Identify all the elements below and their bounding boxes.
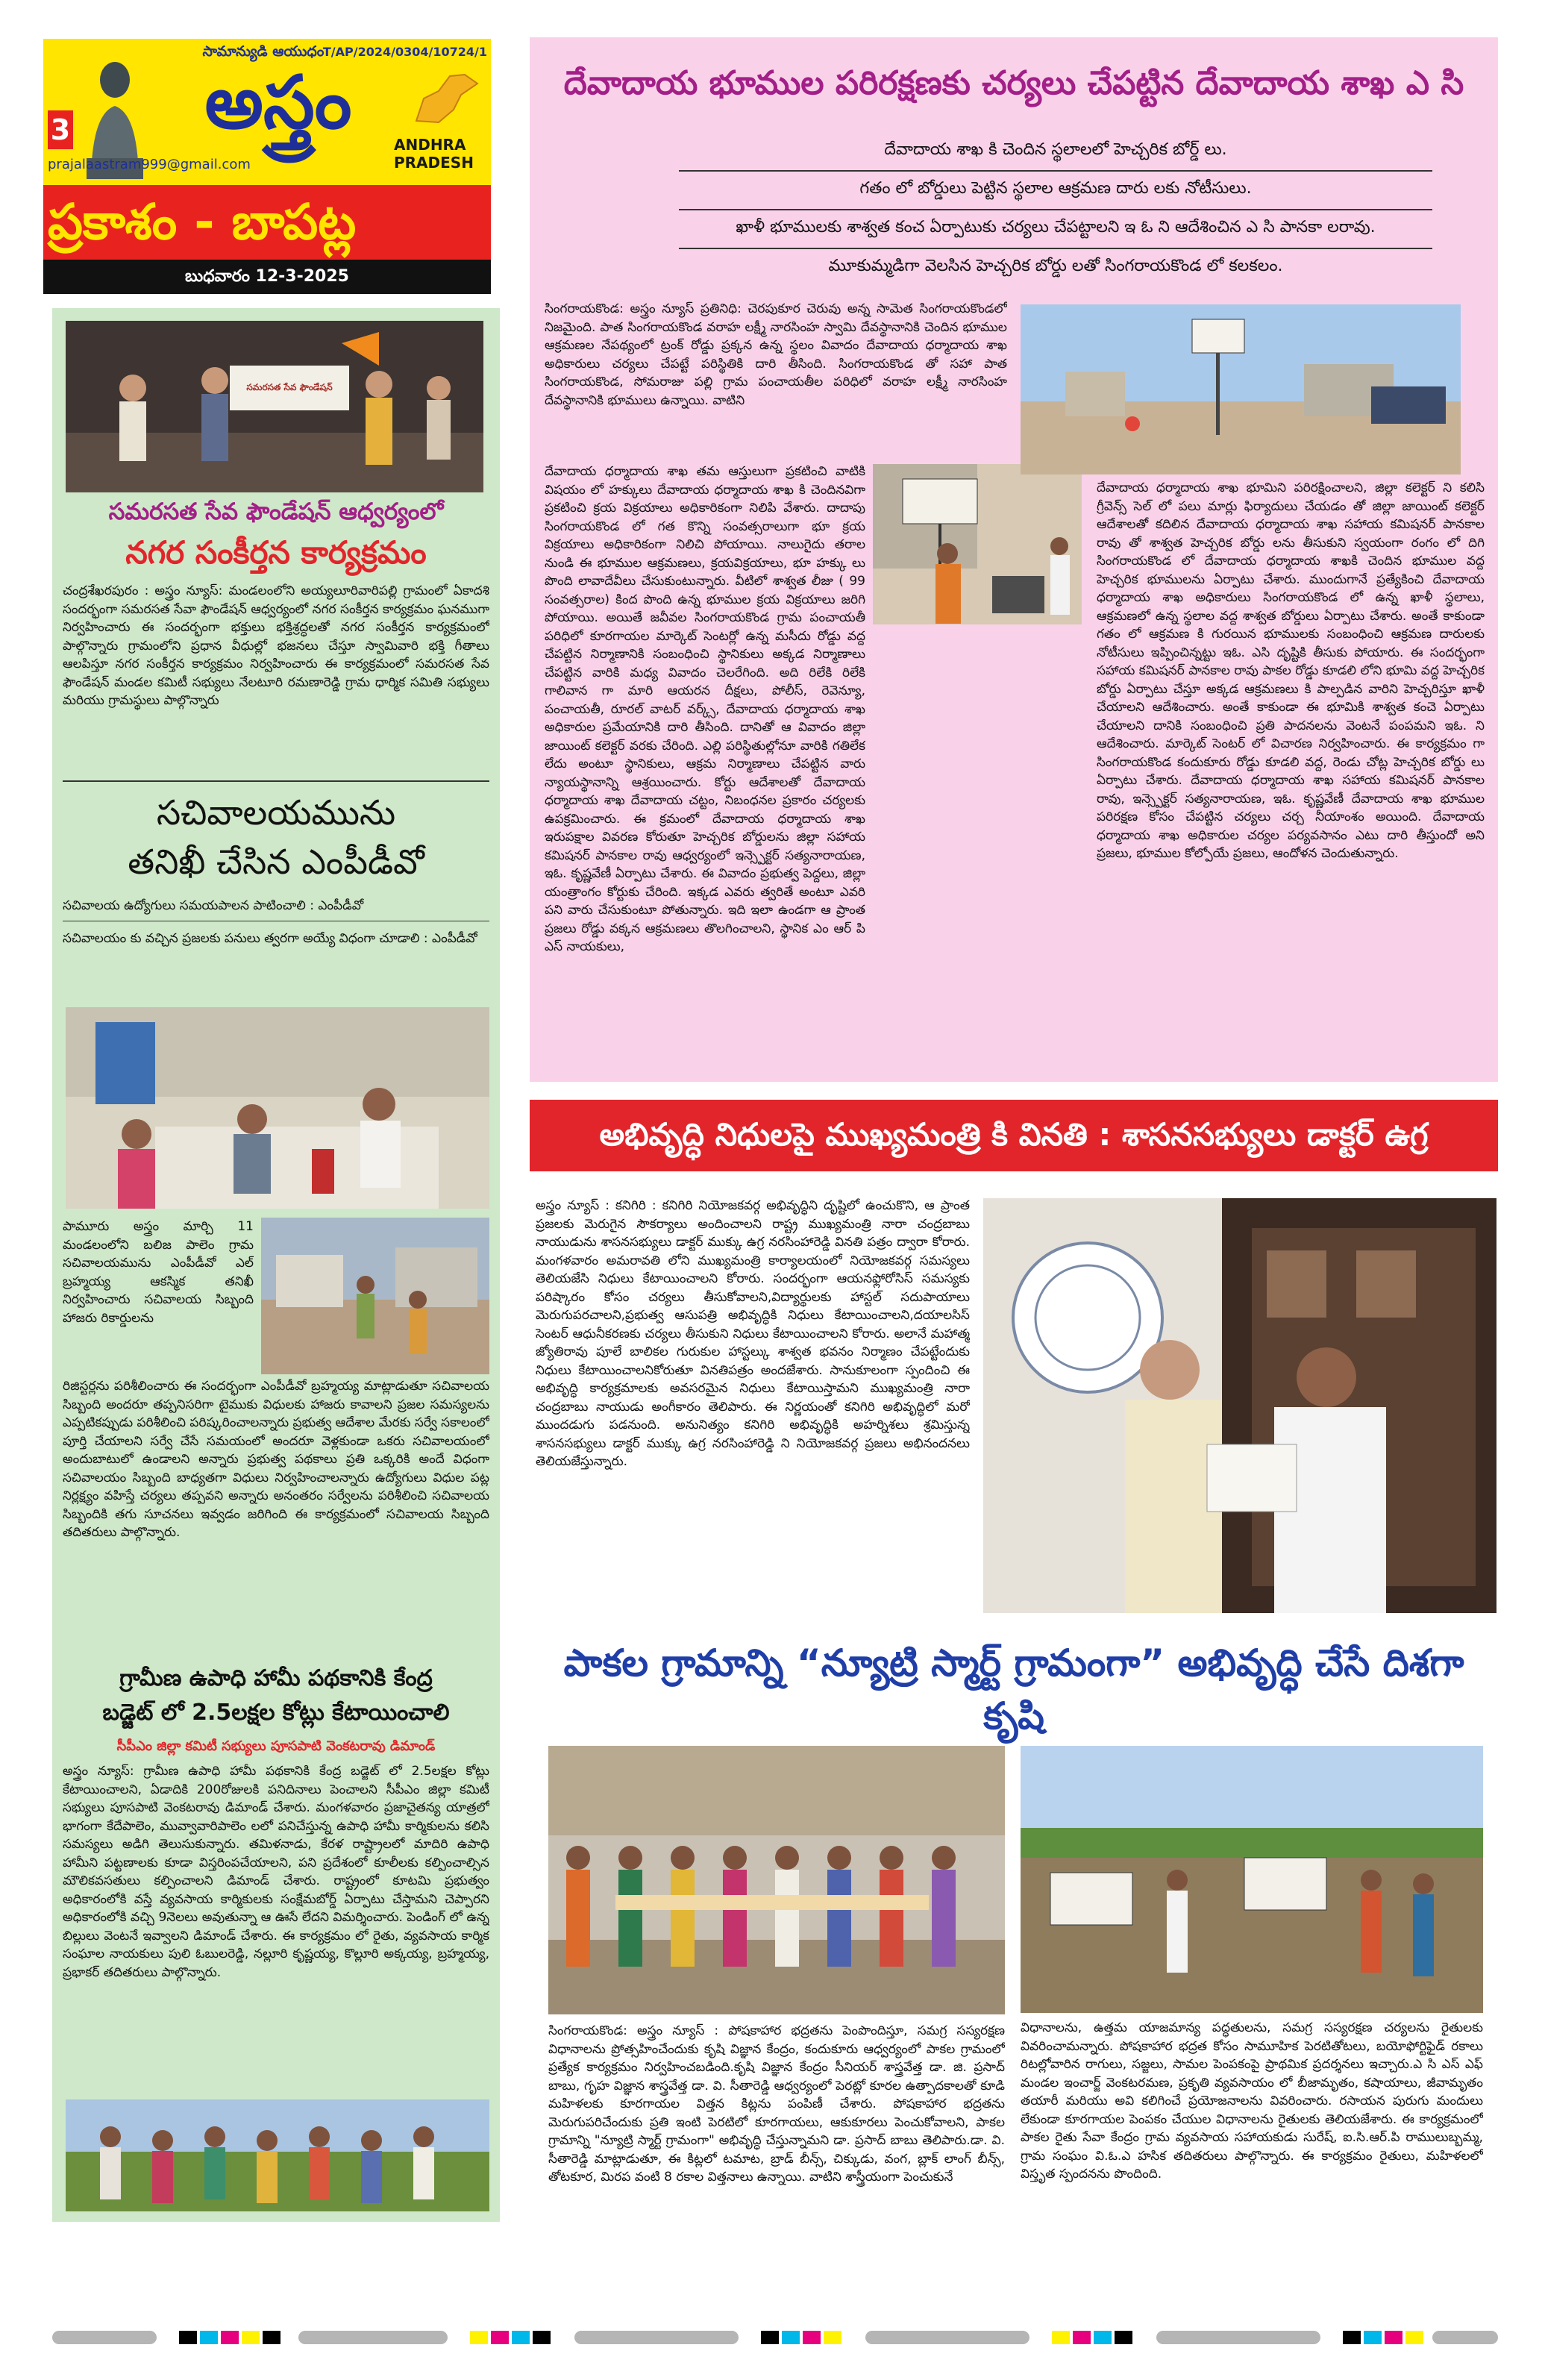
- sankirtana-photo: [66, 321, 483, 492]
- story2-headline-1: సచివాలయమును: [156, 792, 396, 833]
- nrega-workers-photo: [66, 2099, 489, 2211]
- bottom-story-col2: విధానాలను, ఉత్తమ యాజమాన్య పద్ధతులను, సమగ్ర సస్యరక్షణ చర్యలను రైతులకు వివరించామన్నారు. పోషకాహార భద్రత కోసం సామూహిక పెరటితోటలు, బయోఫోర్టిఫైడ్ రకాలు రిటల్లోవారిన రాగులు, సజ్జలు, సామల పెంపకంపై ప్రాథమిక ప్రదర్శనలు ఇచ్చారు.ఎ సి ఎస్ ఎఫ్ మండల ఇంచార్జ్ వెంకటరమణ, ప్రకృతి వ్యవసాయం లో బీజామృతం, కషాయాలు, జీవామృతం తయారీ మరియు అవి కలిగించే ప్రయోజనాలను వివరించారు. రసాయన పురుగు మందులు లేకుండా కూరగాయల పెంపకం చేయుల విధానాలను రైతులకు తెలియజేశారు. ఈ కార్యక్రమంలో పాకల రైతు సేవా కేంద్రం గ్రామ వ్యవసాయ సహాయకుడు సురేష్, ఐ.సి.ఆర్.పి రాములుబ్బమ్మ, గ్రామ సంఘం వి.ఓ.ఎ హసిక తదితరులు పాల్గొన్నారు. ఈ కార్యక్రమం రైతులు, మహిళలలో విస్తృత స్పందనను పొందింది.: [1021, 2020, 1483, 2182]
- masthead-reg-no: T/AP/2024/0304/10724/1: [322, 45, 487, 59]
- story1-headline-1: సమరసత సేవ ఫౌండేషన్ ఆధ్వర్యంలో: [108, 498, 444, 525]
- board-with-woman-photo: [873, 464, 1082, 624]
- field-demo-photo: [1021, 1746, 1483, 2013]
- bottom-story-headline: పాకల గ్రామాన్ని “న్యూట్రి స్మార్ట్ గ్రామంగా” అభివృద్ధి చేసే దిశగా కృషి: [563, 1641, 1464, 1738]
- story3-headline-2: బడ్జెట్ లో 2.5లక్షల కోట్లు కేటాయించాలి: [102, 1700, 450, 1726]
- mid-story-body: అస్త్రం న్యూస్ : కనిగిరి : కనిగిరి నియోజకవర్గ అభివృద్ధిని దృష్టిలో ఉంచుకొని, ఆ ప్రాంత ప్రజలకు మెరుగైన సౌకర్యాలు అందించాలని రాష్ట్ర ముఖ్యమంత్రి నారా చంద్రబాబు నాయుడును శాసనసభ్యులు డాక్టర్ ముక్కు ఉగ్ర నరసింహారెడ్డి వినతి పత్రం ద్వారా కోరారు. మంగళవారం అమరావతి లోని ముఖ్యమంత్రి కార్యాలయంలో నియోజకవర్గ సమస్యలు తెలియజేసి నిధులు కేటాయించాలని కోరారు. సందర్భంగా ఆయనఫ్లోరోసిస్ సమస్యకు పరిష్కారం కోసం చర్యలు తీసుకోవాలని,విద్యార్థులకు హాస్టల్ సదుపాయాలు మెరుగుపరచాలని,ప్రభుత్వ ఆసుపత్రి అభివృద్ధికి నిధులు కేటాయించాలని,దయాలసిస్ సెంటర్ ఆధునీకరణకు చర్యలు తీసుకుని నిధులు కేటాయించాలని కోరారు. అలానే మహాత్మ జ్యోతిరావు పూలే బాలికల గురుకుల హాస్టల్కు శాశ్వత భవనం నిర్మాణం చేపట్టేందుకు నిధులు కేటాయించాలనికోరుతూ వినతిపత్రం అందజేశారు. సానుకూలంగా స్పందించి ఈ అభివృద్ధి కార్యక్రమాలకు అవసరమైన నిధులు కేటాయిస్తామని ముఖ్యమంత్రి నారా చంద్రబాబు నాయుడు అంగీకారం తెలిపారు. ఈ నిర్ణయంతో కనిగిరి అభివృద్ధిలో మరో ముందడుగు పడనుంది. అనునిత్యం కనిగిరి అభివృద్ధికి అహర్నిశలు శ్రమిస్తున్న శాసనసభ్యులు డాక్టర్ ముక్కు ఉగ్ర నరసింహారెడ్డి ని నియోజకవర్గ ప్రజలు అభినందనలు తెలియజేస్తున్నారు.: [536, 1198, 970, 1469]
- top-story-col1-bottom-left: దేవాదాయ ధర్మాదాయ శాఖ తమ ఆస్తులుగా ప్రకటించి వాటికి విషయం లో హక్కులు దేవాదాయ ధర్మాదాయ శాఖ కి చెందినవిగా ప్రకటించి క్రయ విక్రయాలు అధికారికంగా నిలిపి వేశారు. దాదాపు సింగరాయకొండ లో గత కొన్ని సంవత్సరాలుగా భూ క్రయ విక్రయాలు అధికారికంగా నిలిచి పోయాయి. నాలుగైదు తరాల నుండి ఈ భూముల ఆక్రమణలు, క్రయవిక్రయాలు, భూ హక్కు లు పొంది లావాదేవీలు చేసుకుంటున్నారు. వీటిలో శాశ్వత లీజు ( 99 సంవత్సరాల) కింద పొంది ఉన్న భూముల క్రయ విక్రయాలు జరిగి పోయాయి. అయితే జవీవల సింగరాయకొండ గ్రామ పంచాయతీ పరిధిలో కూరగాయల మార్కెట్ సెంటర్లో ఉన్న మసీదు రోడ్డు వద్ద చేపట్టిన నిర్మాణానికి సంబంధించి స్థానికులు అక్కడ నిర్మాణాలు చేపట్టిన వారికి మధ్య వివాదం చెలరేగింది. అది రిలేకి రిలేకి గాలివాన గా మారి ఆయరన దీక్షలు, పోలీస్, రెవెన్యూ, పంచాయతీ, రూరల్ వాటర్ వర్క్స్, దేవాదాయ ధర్మాదాయ శాఖ అధికారుల ప్రమేయానికి దారి తీసింది. దానితో ఆ వివాదం జిల్లా జాయింట్ కలెక్టర్ వరకు చేరింది. ఎల్లి పరిస్థితుల్లోనూ వారికి గతిలేక లేదు అంటూ స్థానికులు, ఆక్రమ నిర్మాణాలు చేపట్టిన వారు న్యాయస్థానాన్ని ఆశ్రయించారు. కోర్టు ఆదేశాలతో దేవాదాయ ధర్మాదాయ శాఖ దేవాదాయ చట్టం, నిబంధనల ప్రకారం చర్యలకు ఉపక్రమించారు. ఈ క్రమంలో దేవాదాయ ధర్మాదాయ శాఖ ఇరుపక్షాల వివరణ కోరుతూ హెచ్చరిక బోర్డులను జిల్లా సహాయ కమిషనర్ పానకాల రావు ఆధ్వర్యంలో ఇన్స్పెక్టర్ సత్యనారాయణ, ఇఓ. కృష్ణవేణీ ఏర్పాటు చేశారు. ఈ వివాదం ప్రభుత్వ పెద్దలు, జిల్లా యంత్రాంగం కోర్టుకు చేరింది. ఇక్కడ ఎవరు త్వరితే అంటూ ఎవరి పని వారు చేసుకుంటూ పోతున్నారు. ఇది ఇలా ఉండగా ఆ ప్రాంత ప్రజలు రోడ్డు వక్కన ఆక్రమణలు తొలగించాలని, స్థానిక ఎం ఆర్ పి ఎస్ నాయకులు,: [545, 464, 865, 954]
- mpdo-office-photo: [66, 1007, 489, 1209]
- sankirtana-banner-text: సమరసత సేవ ఫౌండేషన్: [246, 382, 333, 392]
- masthead-email: prajalaastram999@gmail.com: [48, 157, 251, 172]
- edition-date: బుధవారం 12-3-2025: [185, 267, 349, 286]
- story2-body: రిజిస్టర్లను పరిశీలించారు ఈ సందర్భంగా ఎంపీడీవో బ్రహ్మయ్య మాట్లాడుతూ సచివాలయ సిబ్బంది అందరూ తప్పనిసరిగా టైముకు విధులకు హాజరు కావాలని ప్రజల సమస్యలను ఎప్పటికప్పుడు పరిశీలించి పరిష్కరించాలన్నారు ప్రభుత్వ ఆదేశాల మేరకు సర్వే సకాలంలో పూర్తి చేయాలని సర్వే చేసే సమయంలో అందరూ వెళ్లకుండా ఒకరు సచివాలయంలో అందుబాటులో ఉండాలని అన్నారు ప్రభుత్వ పథకాలు ప్రతి ఒక్కరికి అందే విధంగా సచివాలయం సిబ్బంది బాధ్యతగా విధులు నిర్వహించాలన్నారు ఉద్యోగులు విధుల పట్ల నిర్లక్ష్యం వహిస్తే చర్యలు తప్పవని అన్నారు అనంతరం సర్వేలను పరిశీలించి సచివాలయ సిబ్బందికి తగు సూచనలు ఇవ్వడం జరిగింది ఈ కార్యక్రమంలో సచివాలయ సిబ్బంది తదితరులు పాల్గొన్నారు.: [63, 1379, 489, 1540]
- story1-headline-2: నగర సంకీర్తన కార్యక్రమం: [125, 534, 427, 571]
- seed-kit-distribution-photo: [548, 1746, 1005, 2014]
- story2-divider: [63, 780, 489, 782]
- story2-sub1: సచివాలయ ఉద్యోగులు సమయపాలన పాటించాలి : ఎంపీడీవో: [63, 898, 364, 913]
- page-number: 3: [48, 110, 73, 149]
- story3-subhead: సీపీఎం జిల్లా కమిటీ సభ్యులు పూసపాటి వెంకటరావు డిమాండ్: [116, 1738, 436, 1754]
- bottom-story-col1: సింగరాయకొండ: అస్త్రం న్యూస్ : పోషకాహార భద్రతను పెంపొందిస్తూ, సమగ్ర సస్యరక్షణ విధానాలను ప్రోత్సహించేందుకు కృషి విజ్ఞాన కేంద్రం, కందుకూరు ఆధ్వర్యంలో పాకల గ్రామంలో ప్రత్యేక కార్యక్రమం నిర్వహించబడింది.కృషి విజ్ఞాన కేంద్రం సీనియర్ శాస్త్రవేత్త డా. జి. ప్రసాద్ బాబు, గృహ విజ్ఞాన శాస్త్రవేత్త డా. వి. సీతారెడ్డి ఆధ్వర్యంలో పెరట్లో కూరల ఉత్పాదకాలతో కూడి మహిళలకు కూరగాయల విత్తన కిట్లను పంపిణీ చేశారు. పోషకాహార భద్రతను మెరుగుపరిచేందుకు ప్రతి ఇంటి పెరటిలో కూరగాయలు, ఆకుకూరలు పెంచుకోవాలని, పాకల గ్రామాన్ని "న్యూట్రి స్మార్ట్ గ్రామంగా" అభివృద్ధి చేస్తున్నామని డా. ప్రసాద్ బాబు తెలిపారు.డా. వి. సీతారెడ్డి మాట్లాడుతూ, ఈ కిట్లలో టమాట, బ్రాడ్ బీన్స్, చిక్కుడు, వంగ, బ్లాక్ లాంగ్ బీన్స్, తోటకూర, మిరప వంటి 8 రకాల విత్తనాలు ఉన్నాయి. వాటిని శాస్త్రీయంగా పెంచుకునే: [548, 2023, 1005, 2185]
- edition-title: ప్రకాశం - బాపట్ల: [48, 193, 357, 251]
- top-story-headline: దేవాదాయ భూముల పరిరక్షణకు చర్యలు చేపట్టిన దేవాదాయ శాఖ ఎ సి: [563, 64, 1464, 102]
- masthead-logo: అస్త్రం: [204, 60, 352, 145]
- bullet-0: దేవాదాయ శాఖ కి చెందిన స్థలాలలో హెచ్చరిక బోర్డ్ లు.: [679, 133, 1432, 172]
- story2-body-top: పామూరు అస్త్రం మార్చి 11 మండలంలోని బలిజ పాలెం గ్రామ సచివాలయమును ఎంపీడీవో ఎల్ బ్రహ్మయ్య ఆకస్మిక తనిఖీ నిర్వహించారు సచివాలయ సిబ్బంది హాజరు రికార్డులను: [63, 1219, 254, 1326]
- bullet-1: గతం లో బోర్డులు పెట్టిన స్థలాల ఆక్రమణ దారు లకు నోటీసులు.: [679, 172, 1432, 210]
- story3-headline-1: గ్రామీణ ఉపాధి హామీ పథకానికి కేంద్ర: [119, 1665, 433, 1691]
- story1-body: చంద్రశేఖరపురం : అస్త్రం న్యూస్: మండలంలోని అయ్యలూరివారిపల్లి గ్రామంలో ఏకాదశి సందర్భంగా సమరసత సేవా ఫౌండేషన్ ఆధ్వర్యంలో నగర సంకీర్తన కార్యక్రమం ఘనముగా నిర్వహించారు ఈ సందర్భంగా భక్తులు భక్తిశ్రద్ధలతో నగర సంకీర్తన కార్యక్రమంలో పాల్గొన్నారు గ్రామంలోని ప్రధాన వీధుల్లో భజనలు చేస్తూ స్వామివారి భక్తి గీతాలు ఆలపిస్తూ నగర సంకీర్తన కార్యక్రమం నిర్వహించారు ఈ కార్యక్రమంలో సమరసత సేవ ఫౌండేషన్ మండల కమిటీ సభ్యులు నేలటూరి రమణారెడ్డి గ్రామ ధార్మిక సమితి సభ్యులు మరియు గ్రామస్థులు పాల్గొన్నారు: [63, 583, 489, 708]
- top-story-bullets: [679, 133, 1432, 286]
- ap-map-icon: [409, 69, 483, 128]
- top-story-col1-top: సింగరాయకొండ: అస్త్రం న్యూస్ ప్రతినిధి: చెరపుకూర చెరువు అన్న సామెత సింగరాయకొండలో నిజమైంది. పాత సింగరాయకొండ వరాహ లక్ష్మీ నారసింహ స్వామి దేవస్థానానికి చెందిన భూముల ఆక్రమణల నేపథ్యంలో ట్రంక్ రోడ్డు ప్రక్కన ఉన్న స్థలం వివాదం దేవాదాయ ధర్మాదాయ శాఖ అధికారులు చర్యలు చేపట్టే పరిస్థితికి దారి తీసింది. సింగరాయకొండ తో సహా పాత సింగరాయకొండ, సోమరాజు పల్లి గ్రామ పంచాయతీల పరిధిలో వరాహ లక్ష్మీ నారసింహ దేవస్థానానికి భూములు ఉన్నాయి. వాటిని: [545, 301, 1007, 408]
- road-board-photo: [1021, 304, 1461, 475]
- cm-meeting-photo: [983, 1198, 1496, 1613]
- masthead-tagline: సామాన్యుడి ఆయుధం: [202, 43, 325, 60]
- masthead: [43, 39, 491, 296]
- village-survey-photo: [261, 1218, 489, 1374]
- state-line-2: PRADESH: [394, 154, 474, 172]
- story3-body: అస్త్రం న్యూస్: గ్రామీణ ఉపాధి హామీ పథకానికి కేంద్ర బడ్జెట్ లో 2.5లక్షల కోట్లు కేటాయించాలని, ఏడాదికి 200రోజులకి పనిదినాలు పెంచాలని సీపీఎం జిల్లా కమిటీ సభ్యులు పూసపాటి వెంకటరావు డిమాండ్ చేశారు. మంగళవారం ప్రజాచైతన్య యాత్రలో భాగంగా కేదేపాలెం, మువ్వావారిపాలెం లలో పనిచేస్తున్న ఉపాధి హామీ కార్మికులను కలిసి సమస్యలు అడిగి తెలుసుకున్నారు. తమిళనాడు, కేరళ రాష్ట్రాలలో మాదిరి ఉపాధి హామీని పట్టణాలకు కూడా విస్తరింపచేయాలని, పని ప్రదేశంలో కూలీలకు కల్పించాల్సిన మౌలికవసతులు కల్పించాలని డిమాండ్ చేశారు. రాష్ట్రంలో కూటమి ప్రభుత్వం అధికారంలోకి వస్తే వ్యవసాయ కార్మికులకు సంక్షేమబోర్డ్ ఏర్పాటు చేస్తామని చెప్పారని అధికారంలోకి వచ్చి 9నెలలు అవుతున్నా ఆ ఊసే లేదని విమర్శించారు. పెండింగ్ లో ఉన్న బిల్లులు వెంటనే ఇవ్వాలని డిమాండ్ చేశారు. ఈ కార్యక్రమం లో రైతు, వ్యవసాయ కార్మిక సంఘాల నాయకులు పులి ఓబులరెడ్డి, నల్లూరి కృష్ణయ్య, కొల్లూరి అక్కయ్య, బ్రహ్మయ్య, ప్రభాకర్ తదితరులు పాల్గొన్నారు.: [63, 1764, 489, 1980]
- bullet-2: ఖాళీ భూములకు శాశ్వత కంచ ఏర్పాటుకు చర్యలు చేపట్టాలని ఇ ఓ ని ఆదేశించిన ఎ సి పానకా లరావు.: [679, 210, 1432, 249]
- mid-story-headline: అభివృద్ధి నిధులపై ముఖ్యమంత్రి కి వినతి : శాసనసభ్యులు డాక్టర్ ఉగ్ర: [599, 1116, 1429, 1153]
- top-story-col2: దేవాదాయ ధర్మాదాయ శాఖ భూమిని పరిరక్షించాలని, జిల్లా కలెక్టర్ ని కలిసి గ్రీవెన్స్ సెల్ లో పలు మార్లు ఫిర్యాదులు చేయడం తో జిల్లా జాయింట్ కలెక్టర్ ఆదేశాలతో కదిలిన దేవాదాయ ధర్మాదాయ శాఖ సహాయ కమిషనర్ పానకాల రావు తో శాశ్వత హెచ్చరిక బోర్డు లను తీసుకుని స్వయంగా రంగం లో దిగి సింగరాయకొండ లో దేవాదాయ ధర్మాదాయ శాఖకి చెందిన భూముల వద్ద హెచ్చరిక భూములను ఏర్పాటు చేశారు. ముందుగానే ప్రత్యేకించి దేవాదాయ ధర్మాదాయ శాఖ అధికారులు సింగరాయకొండ లో ఉన్న ఖాళీ స్థలాలు, ఆక్రమణలో ఉన్న స్థలాల వద్ద శాశ్వత బోర్డులు ఏర్పాటు చేశారు. అంతే కాకుండా గతం లో ఆక్రమణ కి గురయిన భూములకు సంబంధించి ఆక్రమణ దారులకు నోటీసులు ఇప్పించిన్నట్టు ఇఓ. ఎసి దృష్టికి తీసుకు పోయారు. ఈ సందర్భంగా సహాయ కమిషనర్ పానకాల రావు పాకల రోడ్డు కూడలి లోని భూమి వద్ద హెచ్చరిక బోర్డు ఏర్పాటు చేస్తూ అక్కడ ఆక్రమణలు కి పాల్పడిన వారిని హెచ్చరిస్తూ ఖాళీ చేయాలని ఆదేశించారు. అంతే కాకుండా ఈ భూమికి శాశ్వత కంచె ఏర్పాటు చేయాలని దానికి సంబంధించి ప్రతి పాదనలను వెంటనే పంపమని ఇఓ. ని ఆదేశించారు. మార్కెట్ సెంటర్ లో విచారణ నిర్వహించారు. ఈ కార్యక్రమం గా సింగరాయకొండ కందుకూరు రోడ్డు కూడలి వద్ద, రెండు చోట్ల హెచ్చరిక బోర్డు లు ఏర్పాటు చేశారు. దేవాదాయ ధర్మాదాయ శాఖ సహాయ కమిషనర్ పానకాల రావు, ఇన్స్పెక్టర్ సత్యనారాయణ, ఇఓ. కృష్ణవేణీ దేవాదాయ శాఖ భూముల పరిరక్షణ కోసం చేపట్టిన చర్యలు చర్చ నీయాంశం అయింది. దేవాదాయ ధర్మాదాయ శాఖ అధికారుల చర్యల పర్యవసానం ఎటు దారి తీస్తుందో అని ప్రజలు, భూముల కోల్పోయే ప్రజలు, ఆందోళన చెందుతున్నారు.: [1097, 480, 1485, 861]
- bullet-3: మూకుమ్మడిగా వెలసిన హెచ్చరిక బోర్డు లతో సింగరాయకొండ లో కలకలం.: [828, 257, 1283, 275]
- registration-strip: [52, 2328, 1498, 2347]
- story2-headline-2: తనిఖీ చేసిన ఎంపీడీవో: [128, 842, 424, 882]
- state-line-1: ANDHRA: [394, 136, 466, 154]
- story2-sub2: సచివాలయం కు వచ్చిన ప్రజలకు పనులు త్వరగా అయ్యే విధంగా చూడాలి : ఎంపీడీవో: [63, 931, 477, 946]
